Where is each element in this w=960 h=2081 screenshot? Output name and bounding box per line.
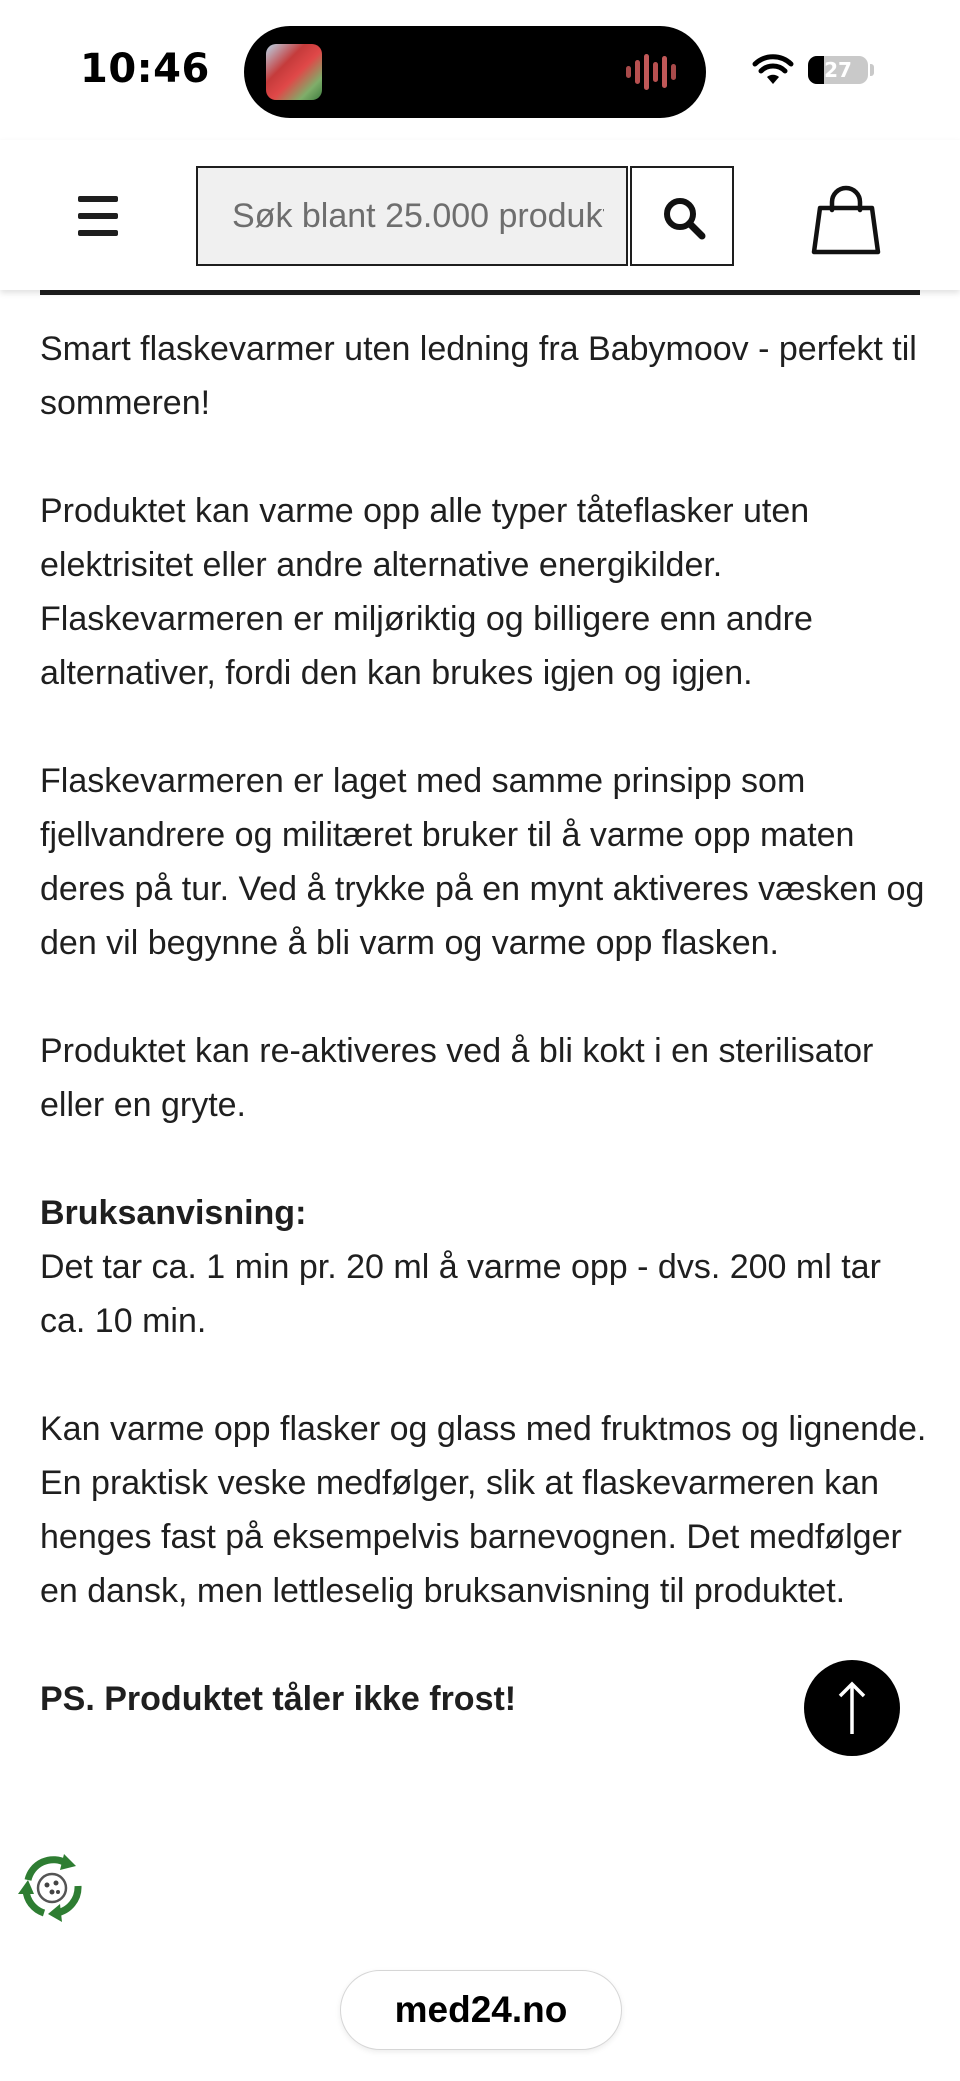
description-paragraph [40, 1402, 930, 1618]
battery-indicator [808, 56, 868, 84]
status-bar [0, 0, 960, 140]
product-description [40, 322, 930, 1780]
hamburger-line [78, 213, 118, 219]
magnifier-icon [662, 196, 706, 240]
search-button[interactable] [630, 166, 734, 266]
cart-button[interactable] [808, 184, 884, 256]
hamburger-menu-icon [78, 196, 118, 202]
browser-url-bar[interactable]: med24.no [340, 1970, 622, 2050]
hamburger-line [78, 230, 118, 236]
usage-section [40, 1186, 930, 1348]
ps-note-text: PS. Produktet tåler ikke frost! [40, 1680, 517, 1718]
usage-text: Det tar ca. 1 min pr. 20 ml å varme opp - dvs. 200 ml tar ca. 10 min. [40, 1248, 881, 1340]
description-line: En praktisk veske medfølger, slik at flaskevarmeren kan henges fast på eksempelvis barnevognen. Det medfølger en dansk, men lettleselig bruksanvisning til produktet. [40, 1464, 902, 1610]
dynamic-island[interactable] [244, 26, 706, 118]
recycle-eco-icon [14, 1850, 90, 1926]
usage-heading: Bruksanvisning: [40, 1194, 307, 1232]
battery-tip [870, 64, 874, 76]
ps-note [40, 1672, 930, 1726]
arrow-up-icon [832, 1678, 872, 1738]
description-line: Kan varme opp flasker og glass med fruktmos og lignende. [40, 1410, 927, 1448]
shopping-bag-icon [808, 184, 884, 256]
site-header [0, 140, 960, 290]
scroll-to-top-button[interactable] [804, 1660, 900, 1756]
wifi-icon [752, 54, 794, 86]
description-paragraph: Smart flaskevarmer uten ledning fra Babymoov - perfekt til sommeren! [40, 330, 917, 422]
description-paragraph: Produktet kan re-aktiveres ved å bli kokt i en sterilisator eller en gryte. [40, 1032, 874, 1124]
status-time: 10:46 [80, 46, 210, 92]
search-input[interactable] [198, 168, 626, 264]
eco-badge[interactable] [14, 1850, 90, 1926]
description-paragraph: Flaskevarmeren er laget med samme prinsipp som fjellvandrere og militæret bruker til å varme opp maten deres på tur. Ved å trykke på en mynt aktiveres væsken og den vil begynne å bli varm og varme opp flasken. [40, 762, 925, 962]
battery-level: 27 [824, 58, 852, 82]
now-playing-artwork[interactable] [266, 44, 322, 100]
section-divider [40, 290, 920, 295]
search-box [196, 166, 628, 266]
description-paragraph: Produktet kan varme opp alle typer tåteflasker uten elektrisitet eller andre alternative energikilder. Flaskevarmeren er miljøriktig og billigere enn andre alternativer, fordi den kan brukes igjen og igjen. [40, 492, 813, 692]
audio-waveform-icon [624, 52, 684, 92]
menu-button[interactable] [72, 196, 124, 236]
